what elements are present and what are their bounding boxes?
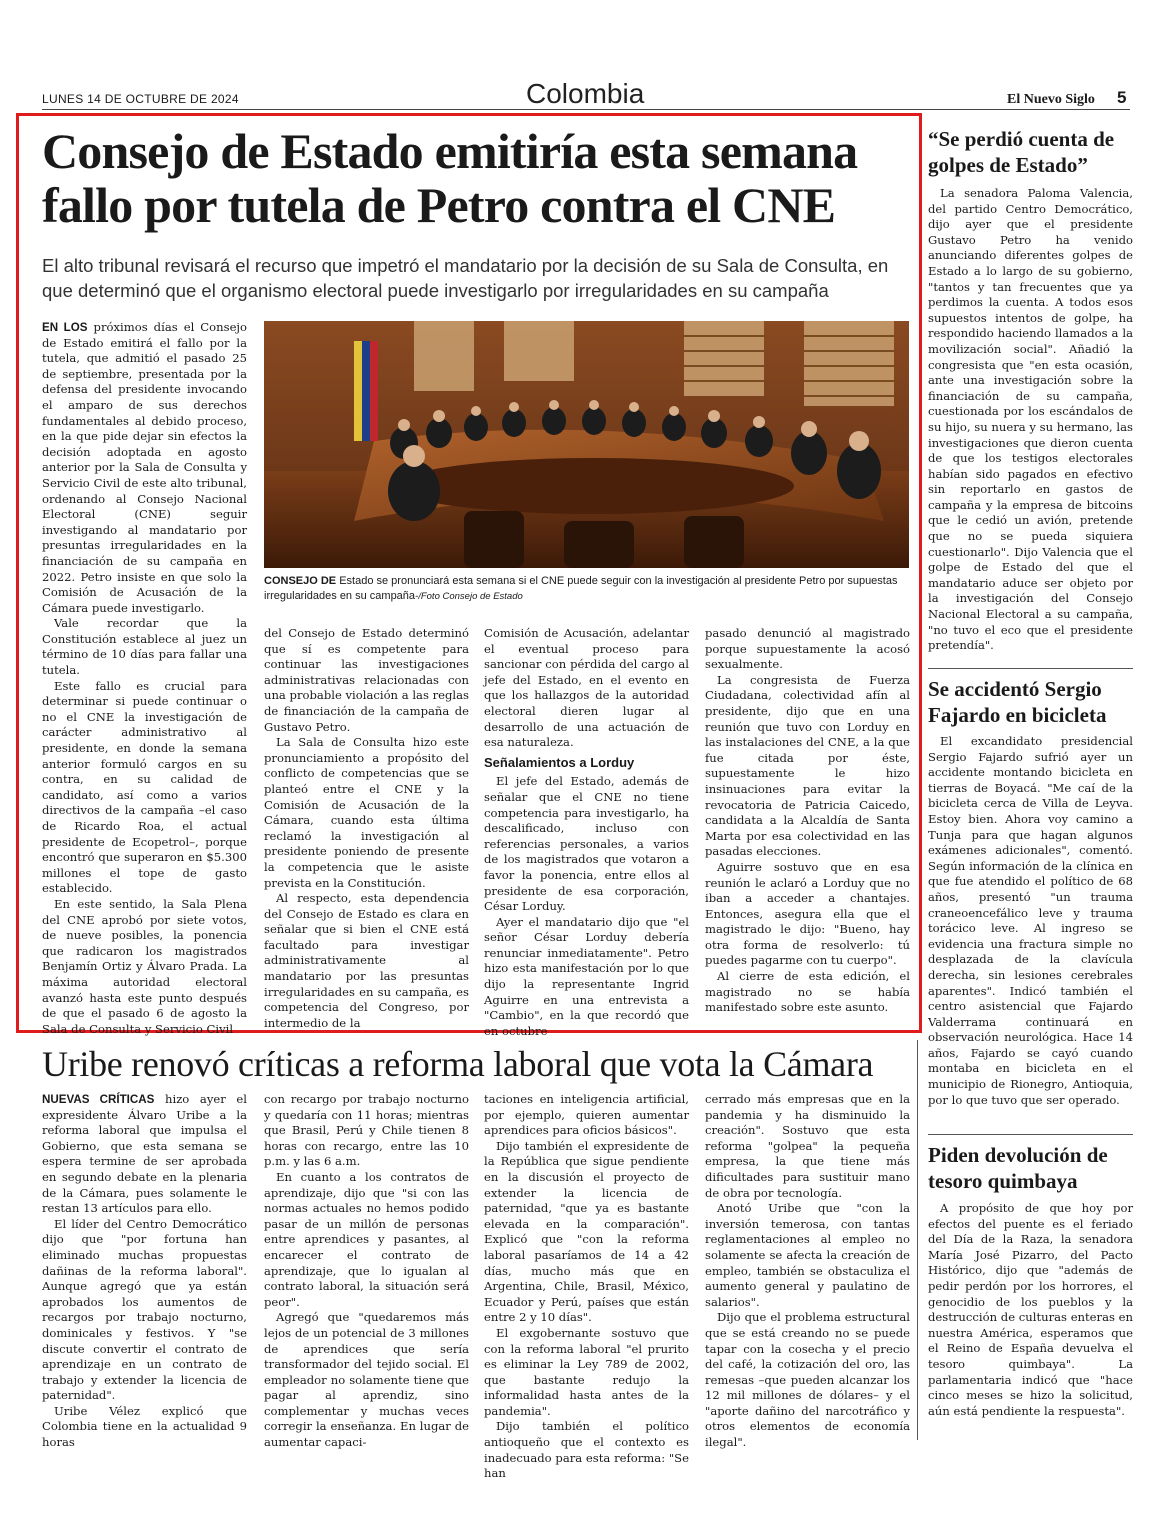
second-column-4: [705, 1092, 910, 1451]
lead-words: NUEVAS CRÍTICAS: [42, 1093, 155, 1106]
paragraph: En este sentido, la Sala Plena del CNE aprobó por siete votos, de nueve posibles, la ponencia que radicaron los magistrados Benjamín Ortiz y Álvaro Prada. La máxima autoridad electoral avanzó hasta este punto después de que el pasado 6 de agosto la Sala de Consulta y Servicio Civil: [42, 896, 247, 1036]
paragraph: La congresista de Fuerza Ciudadana, colectividad afín al presidente, dijo que en una reunión que tuvo con Lorduy en las instalaciones del CNE, a la que fue citada por éste, supuestamente le hizo insinuaciones para evitar la revocatoria de Patricia Caicedo, candidata a la Alcaldía de Santa Marta por esa colectividad en las pasadas elecciones.: [705, 672, 910, 859]
sidebar-rule: [928, 668, 1133, 669]
paragraph: Dijo también el político antioqueño que el contexto es inadecuado para esta reforma: "Se han: [484, 1419, 689, 1481]
second-column-3: [484, 1092, 689, 1482]
paragraph: La senadora Paloma Valencia, del partido Centro Democrático, dijo ayer que el presidente Gustavo Petro ha venido anunciando diferentes golpes de Estado a lo largo de su gobierno, "tantos y tan frecuentes que ya perdimos la cuenta. A todos esos supuestos intentos de golpe, ha respondido haciendo llamados a la movilización social". Añadió la congresista que "en esta ocasión, ante una investigación sobre la financiación de su campaña, cuestionada por los escándalos de su hijo, su nuera y su hermano, las investigaciones que dieron cuenta de que los testigos electorales habían sido pagados en efectivo sin reportarlo en gastos de campaña y la empresa de bitcoins que le cedió un avión, pretende que no se pueda siquiera cuestionarlo". Dijo Valencia que el golpe de Estado del que el mandatario aduce ser objeto por la investigación del Consejo Nacional Electoral a su campaña, "no tuvo el eco que el presidente pretendía".: [928, 186, 1133, 653]
photo-caption: [264, 574, 909, 604]
paragraph: Al cierre de esta edición, el magistrado no se había manifestado sobre este asunto.: [705, 969, 910, 1015]
issue-date: LUNES 14 DE OCTUBRE DE 2024: [42, 92, 239, 106]
main-deck: El alto tribunal revisará el recurso que impetró el mandatario por la decisión de su Sala de Consulta, en que determinó que el organismo electoral puede investigarlo por irregularidades en su campaña: [42, 255, 889, 301]
caption-lead: CONSEJO DE: [264, 575, 337, 587]
second-headline: Uribe renovó críticas a reforma laboral que vota la Cámara: [42, 1044, 874, 1084]
paragraph: Al respecto, esta dependencia del Consejo de Estado es clara en señalar que si bien el CNE está facultado para investigar administrativamente al mandatario por las presuntas irregularidades en su campaña, es competencia del Congreso, por intermedio de la: [264, 891, 469, 1030]
paragraph: taciones en inteligencia artificial, por ejemplo, quieren aumentar aprendices para oficios básicos".: [484, 1092, 689, 1138]
paragraph: El líder del Centro Democrático dijo que "por fortuna han eliminado muchas propuestas dañinas de la reforma laboral". Aunque agregó que ya están aprobados los aumentos de recargos por trabajo nocturno, dominicales y festivos. Y "se discute convertir el contrato de aprendizaje en un contrato de trabajo y extender la licencia de paternidad".: [42, 1216, 247, 1403]
paragraph: próximos días el Consejo de Estado emitirá el fallo por la tutela, que admitió el pasado 25 de septiembre, presentada por la defensa del presidente invocando el amparo de sus derechos fundamentales al debido proceso, en la que pide dejar sin efectos la decisión adoptada en agosto anterior por la Sala de Consulta y Servicio Civil de este alto tribunal, ordenando al Consejo Nacional Electoral (CNE) seguir investigando al mandatario por presuntas irregularidades en la financiación de su campaña en 2022. Petro insiste en que solo la Comisión de Acusación de la Cámara puede investigarlo.: [42, 320, 248, 615]
sidebar-story-1: [928, 186, 1133, 654]
paragraph: Vale recordar que la Constitución establece al juez un término de 10 días para fallar una tutela.: [42, 616, 247, 678]
page-number: 5: [1117, 88, 1127, 107]
caption-text: Estado se pronunciará esta semana si el CNE puede seguir con la investigación al presidente Petro por supuestas irregularidades en su campaña: [264, 575, 898, 602]
paragraph: El jefe del Estado, además de señalar que el CNE no tiene competencia para investigarlo, ha descalificado, incluso con referencias personales, a varios de los magistrados que votaron a favor la ponencia, entre ellos al presidente de esa corporación, César Lorduy.: [484, 774, 689, 914]
second-column-1: [42, 1092, 247, 1451]
section-title: Colombia: [526, 78, 645, 109]
paragraph: Este fallo es crucial para determinar si puede continuar o no el CNE la investigación de carácter administrativo al presidente, en donde la semana anterior formuló cargos en su contra, en su calidad de candidato, así como a varios directivos de la campaña –el caso de Ricardo Roa, el actual presidente de Ecopetrol–, porque encontró que superaron en $5.300 millones el tope de gasto establecido.: [42, 678, 247, 896]
subheading: Señalamientos a Lorduy: [484, 754, 635, 770]
second-column-2: [264, 1092, 469, 1451]
masthead: El Nuevo Siglo: [1007, 92, 1095, 107]
paragraph: Agregó que "quedaremos más lejos de un potencial de 3 millones de aprendices que sería transformador del tejido social. El empleador no solamente tiene que pagar al aprendiz, sino complementar y muchas veces corregir la enseñanza. En lugar de aumentar capaci-: [264, 1310, 469, 1450]
paragraph: En cuanto a los contratos de aprendizaje, dijo que "si con las normas actuales no hemos podido pasar de un millón de personas entre aprendices y pasantes, al encarecer el contrato de aprendizaje, que lo igualan al contrato laboral, la situación será peor".: [264, 1169, 469, 1309]
paragraph: hizo ayer el expresidente Álvaro Uribe a la reforma laboral que impulsa el Gobierno, que esta semana se espera termine de ser aprobada en segundo debate en la plenaria de la Cámara, pues solamente le restan 13 artículos para ello.: [42, 1092, 247, 1216]
main-headline: Consejo de Estado emitiría esta semana fallo por tutela de Petro contra el CNE: [42, 123, 858, 233]
sidebar-rule: [928, 1134, 1133, 1135]
main-column-3: [484, 626, 689, 1039]
sidebar-headline-3: Piden devolución de tesoro quimbaya: [928, 1143, 1108, 1193]
header-rule: [42, 109, 1130, 110]
paragraph: La Sala de Consulta hizo este pronunciamiento a propósito del conflicto de competencias que se planteó entre el CNE y la Comisión de Acusación de la Cámara, cuando esta última reclamó la investigación al presidente poniendo de presente la competencia que le asiste prevista en la Constitución.: [264, 735, 469, 890]
sidebar-divider: [917, 1040, 918, 1440]
main-column-1: [42, 320, 247, 1037]
photo-credit: -/Foto Consejo de Estado: [415, 591, 523, 602]
paragraph: El exgobernante sostuvo que con la reforma laboral "el prurito es eliminar la Ley 789 de 2002, que bastante redujo la informalidad hasta antes de la pandemia".: [484, 1325, 689, 1418]
paragraph: del Consejo de Estado determinó que sí es competente para continuar las investigaciones administrativas relacionadas con una probable violación a las reglas de financiación de la campaña de Gustavo Petro.: [264, 626, 469, 734]
court-session-photo: [264, 321, 909, 568]
paragraph: Ayer el mandatario dijo que "el señor César Lorduy debería renunciar inmediatamente". Petro hizo esta manifestación por lo que dijo la representante Ingrid Aguirre en una entrevista a "Cambio", en la que recordó que en octubre: [484, 914, 689, 1038]
paragraph: Anotó Uribe que "con la inversión temerosa, con tantas reglamentaciones al empleo no solamente se afecta la creación de empleo, también se obstaculiza el aumento general y paulatino de salarios".: [705, 1201, 910, 1309]
paragraph: Dijo también el expresidente de la República que sigue pendiente en la discusión el proyecto de extender la licencia de paternidad, "que ya es bastante elevada en la comparación". Explicó que "con la reforma laboral pasaríamos de 14 a 42 días, mucho más que en Argentina, Chile, Brasil, México, Ecuador y Perú, países que están entre 2 y 10 días".: [484, 1138, 689, 1325]
sidebar-headline-1: “Se perdió cuenta de golpes de Estado”: [928, 127, 1115, 177]
paragraph: A propósito de que hoy por efectos del puente es el feriado del Día de la Raza, la senadora María José Pizarro, del Pacto Histórico, dijo que "además de pedir perdón por los horrores, el genocidio de los pueblos y la destrucción de culturas enteras en nuestra América, esperamos que el Reino de España devuelva el tesoro quimbaya". La parlamentaria indicó que "hace cinco meses se hizo la solicitud, aún está pendiente la respuesta".: [928, 1201, 1133, 1418]
paragraph: Aguirre sostuvo que en esa reunión le aclaró a Lorduy que no iban a acceder a chantajes. Entonces, asegura ella que el magistrado le dijo: "Bueno, hay otra forma de resolverlo: tú puedes pagarme con tu cuerpo".: [705, 859, 910, 968]
sidebar-headline-2: Se accidentó Sergio Fajardo en bicicleta: [928, 677, 1107, 727]
main-column-4: [705, 626, 910, 1016]
paragraph: Dijo que el problema estructural que se está creando no se puede tapar con la cosecha y el precio del café, la cotización del oro, las remesas –que pueden alcanzar los 12 mil millones de dólares– y el "aporte dañino del narcotráfico y otros elementos de economía ilegal".: [705, 1310, 910, 1450]
sidebar-story-2: [928, 734, 1133, 1108]
paragraph: con recargo por trabajo nocturno y quedaría con 11 horas; mientras que Brasil, Perú y Chile tienen 8 horas con recargo, entre las 10 p.m. y las 6 a.m.: [264, 1092, 469, 1169]
main-column-2: [264, 626, 469, 1031]
paragraph: pasado denunció al magistrado porque supuestamente la acosó sexualmente.: [705, 626, 910, 672]
paragraph: El excandidato presidencial Sergio Fajardo sufrió ayer un accidente montando bicicleta en tierras de Boyacá. "Me caí de la bicicleta cerca de Villa de Leyva. Estoy bien. Ahora voy camino a Tunja para que hagan algunos exámenes adicionales", comentó. Según información de la clínica en que fue atendido el político de 68 años, presentó "un trauma craneoencefálico leve y trauma torácico leve. Al ingreso se evidencia una fractura simple no desplazada de la clavícula derecha, sin lesiones cerebrales aparentes". Indicó también el centro asistencial que Fajardo Valderrama continuará en observación neurológica. Hace 14 años, Fajardo se cayó cuando montaba en bicicleta en el municipio de Rionegro, Antioquia, por lo que tuvo que ser operado.: [928, 734, 1133, 1107]
sidebar-story-3: [928, 1201, 1133, 1419]
lead-words: EN LOS: [42, 321, 88, 334]
paragraph: Uribe Vélez explicó que Colombia tiene en la actualidad 9 horas: [42, 1403, 247, 1450]
paragraph: cerrado más empresas que en la pandemia y ha disminuido la creación". Sostuvo que esta reforma "golpea" la pequeña empresa, la que tiene más dificultades para sustituir mano de obra por tecnología.: [705, 1092, 910, 1200]
paragraph: Comisión de Acusación, adelantar el eventual proceso para sancionar con pérdida del cargo al jefe del Estado, en el evento en que los hallazgos de la autoridad electoral dieren lugar al desarrollo de una actuación de esa naturaleza.: [484, 626, 689, 750]
